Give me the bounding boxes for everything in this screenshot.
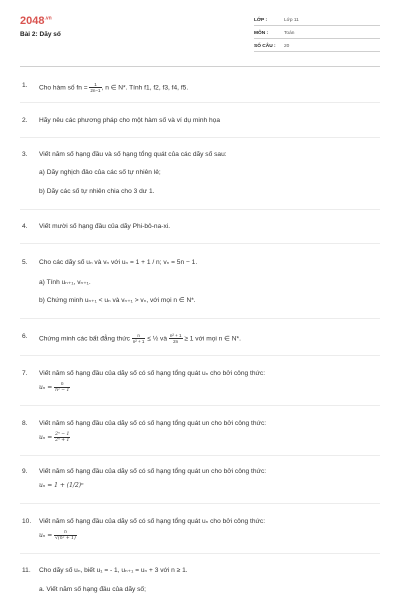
question-3-b: b) Dãy các số tự nhiên chia cho 3 dư 1. (39, 188, 155, 195)
question-7-formula: uₙ = $\frac{n}{\text{n² − 1}}$ (39, 382, 70, 393)
separator (20, 102, 380, 103)
meta-grade: LỚP : Lớp 11 (254, 16, 380, 26)
separator (20, 405, 380, 406)
question-5-a: a) Tính uₙ₊₁, vₙ₊₁. (39, 279, 91, 286)
separator (20, 355, 380, 356)
separator (20, 318, 380, 319)
separator (20, 243, 380, 244)
meta-count: SỐ CÂU : 20 (254, 42, 380, 52)
question-9-formula: uₙ = 1 + (1/2)ⁿ (39, 482, 84, 489)
q6-fraction-a: $\frac{n}{\text{n² + 1}}$ (132, 333, 145, 344)
question-11-a: a. Viết năm số hạng đầu của dãy số; (39, 586, 146, 593)
separator (20, 503, 380, 504)
question-10-formula: uₙ = $\frac{n}{\text{√(n² + 1)}}$ (39, 530, 76, 541)
meta-subject: MÔN : Toán (254, 29, 380, 39)
separator (20, 137, 380, 138)
q6-fraction-b: $\frac{\text{n² + 1}}{2n}$ (169, 333, 182, 344)
header-divider (20, 66, 380, 67)
q1-fraction: $\frac{1}{2n-1}$ (90, 82, 101, 93)
lesson-title: Bài 2: Dãy số (20, 31, 61, 38)
site-logo[interactable]: $2048^{.vn}$ (20, 15, 52, 27)
question-8-formula: uₙ = $\frac{\text{2ⁿ − 1}}{\text{2ⁿ + 1}}$ (39, 432, 70, 443)
separator (20, 553, 380, 554)
separator (20, 455, 380, 456)
question-5-b: b) Chứng minh uₙ₊₁ < uₙ và vₙ₊₁ > vₙ, với mọi n ∈ N*. (39, 297, 196, 304)
separator (20, 209, 380, 210)
question-3-a: a) Dãy nghịch đảo của các số tự nhiên lẻ; (39, 169, 161, 176)
page-header (0, 0, 400, 62)
